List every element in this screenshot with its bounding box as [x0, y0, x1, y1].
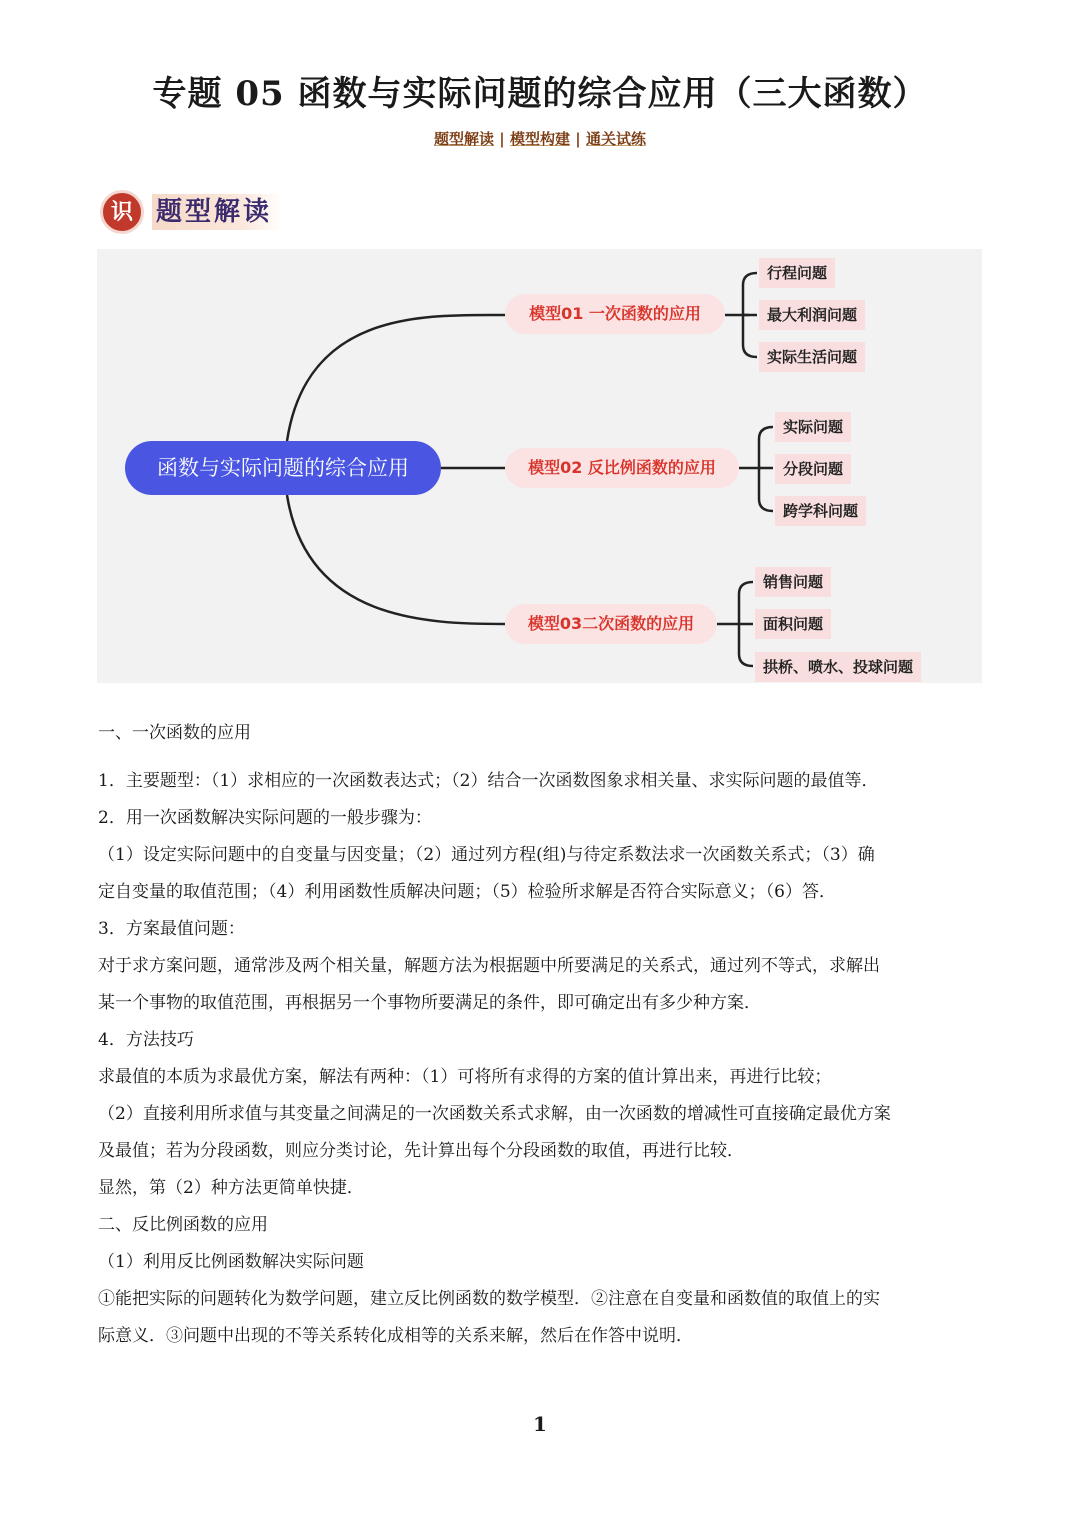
paragraph-line: （1）设定实际问题中的自变量与因变量；（2）通过列方程(组)与待定系数法求一次函数关系式；（3）确: [98, 845, 875, 865]
subtitle-part-2: 模型构建: [509, 130, 570, 148]
mindmap-leaf: 跨学科问题: [775, 496, 866, 526]
document-title: 专题 05 函数与实际问题的综合应用（三大函数）: [152, 74, 928, 114]
paragraph-line: （2）直接利用所求值与其变量之间满足的一次函数关系式求解，由一次函数的增减性可直接确定最优方案: [98, 1104, 891, 1124]
mindmap-model-1: 模型01 一次函数的应用: [505, 294, 725, 334]
page-number: 1: [533, 1412, 547, 1436]
mindmap-leaf: 拱桥、喷水、投球问题: [755, 652, 921, 682]
mindmap: [97, 249, 982, 683]
paragraph-line: 对于求方案问题，通常涉及两个相关量，解题方法为根据题中所要满足的关系式，通过列不等式，求解出: [98, 956, 880, 976]
subtitle-separator: |: [575, 130, 581, 148]
paragraph-line: 2．用一次函数解决实际问题的一般步骤为：: [98, 808, 432, 828]
paragraph-line: 及最值；若为分段函数，则应分类讨论，先计算出每个分段函数的取值，再进行比较．: [98, 1141, 744, 1161]
subtitle-separator: |: [499, 130, 505, 148]
mindmap-leaf: 实际生活问题: [759, 342, 865, 372]
section-heading: 一、一次函数的应用: [98, 723, 251, 743]
paragraph-line: 际意义．③问题中出现的不等关系转化成相等的关系来解，然后在作答中说明．: [98, 1326, 693, 1346]
paragraph-line: ①能把实际的问题转化为数学问题，建立反比例函数的数学模型．②注意在自变量和函数值的取值上的实: [98, 1289, 880, 1309]
subtitle-nav: [0, 128, 1080, 149]
paragraph-line: （1）利用反比例函数解决实际问题: [98, 1252, 364, 1272]
connector-root-model-3: [287, 495, 505, 624]
paragraph-line: 显然，第（2）种方法更简单快捷．: [98, 1178, 364, 1198]
mindmap-leaf: 面积问题: [755, 609, 831, 639]
mindmap-leaf: 分段问题: [775, 454, 851, 484]
mindmap-model-2: 模型02 反比例函数的应用: [505, 448, 739, 488]
section-badge: [100, 190, 290, 236]
paragraph-line: 1．主要题型：（1）求相应的一次函数表达式；（2）结合一次函数图象求相关量、求实际问题的最值等．: [98, 771, 879, 791]
section-heading: 二、反比例函数的应用: [98, 1215, 268, 1235]
paragraph-line: 某一个事物的取值范围，再根据另一个事物所要满足的条件，即可确定出有多少种方案．: [98, 993, 761, 1013]
paragraph-line: 4．方法技巧: [98, 1030, 194, 1050]
mindmap-leaf: 实际问题: [775, 412, 851, 442]
paragraph-line: 定自变量的取值范围；（4）利用函数性质解决问题；（5）检验所求解是否符合实际意义；（6）答．: [98, 882, 836, 902]
subtitle-part-1: 题型解读: [434, 130, 495, 148]
subtitle-part-3: 通关试练: [585, 130, 646, 148]
paragraph-line: 3．方案最值问题：: [98, 919, 245, 939]
mindmap-root: 函数与实际问题的综合应用: [125, 441, 441, 495]
mindmap-leaf: 行程问题: [759, 258, 835, 288]
badge-seal-icon: 识: [100, 190, 144, 234]
mindmap-leaf: 销售问题: [755, 567, 831, 597]
section-badge-label: 题型解读: [152, 194, 282, 230]
mindmap-model-3: 模型03二次函数的应用: [505, 604, 717, 644]
connector-root-model-1: [287, 315, 505, 441]
paragraph-line: 求最值的本质为求最优方案，解法有两种：（1）可将所有求得的方案的值计算出来，再进行比较；: [98, 1067, 832, 1087]
mindmap-leaf: 最大利润问题: [759, 300, 865, 330]
